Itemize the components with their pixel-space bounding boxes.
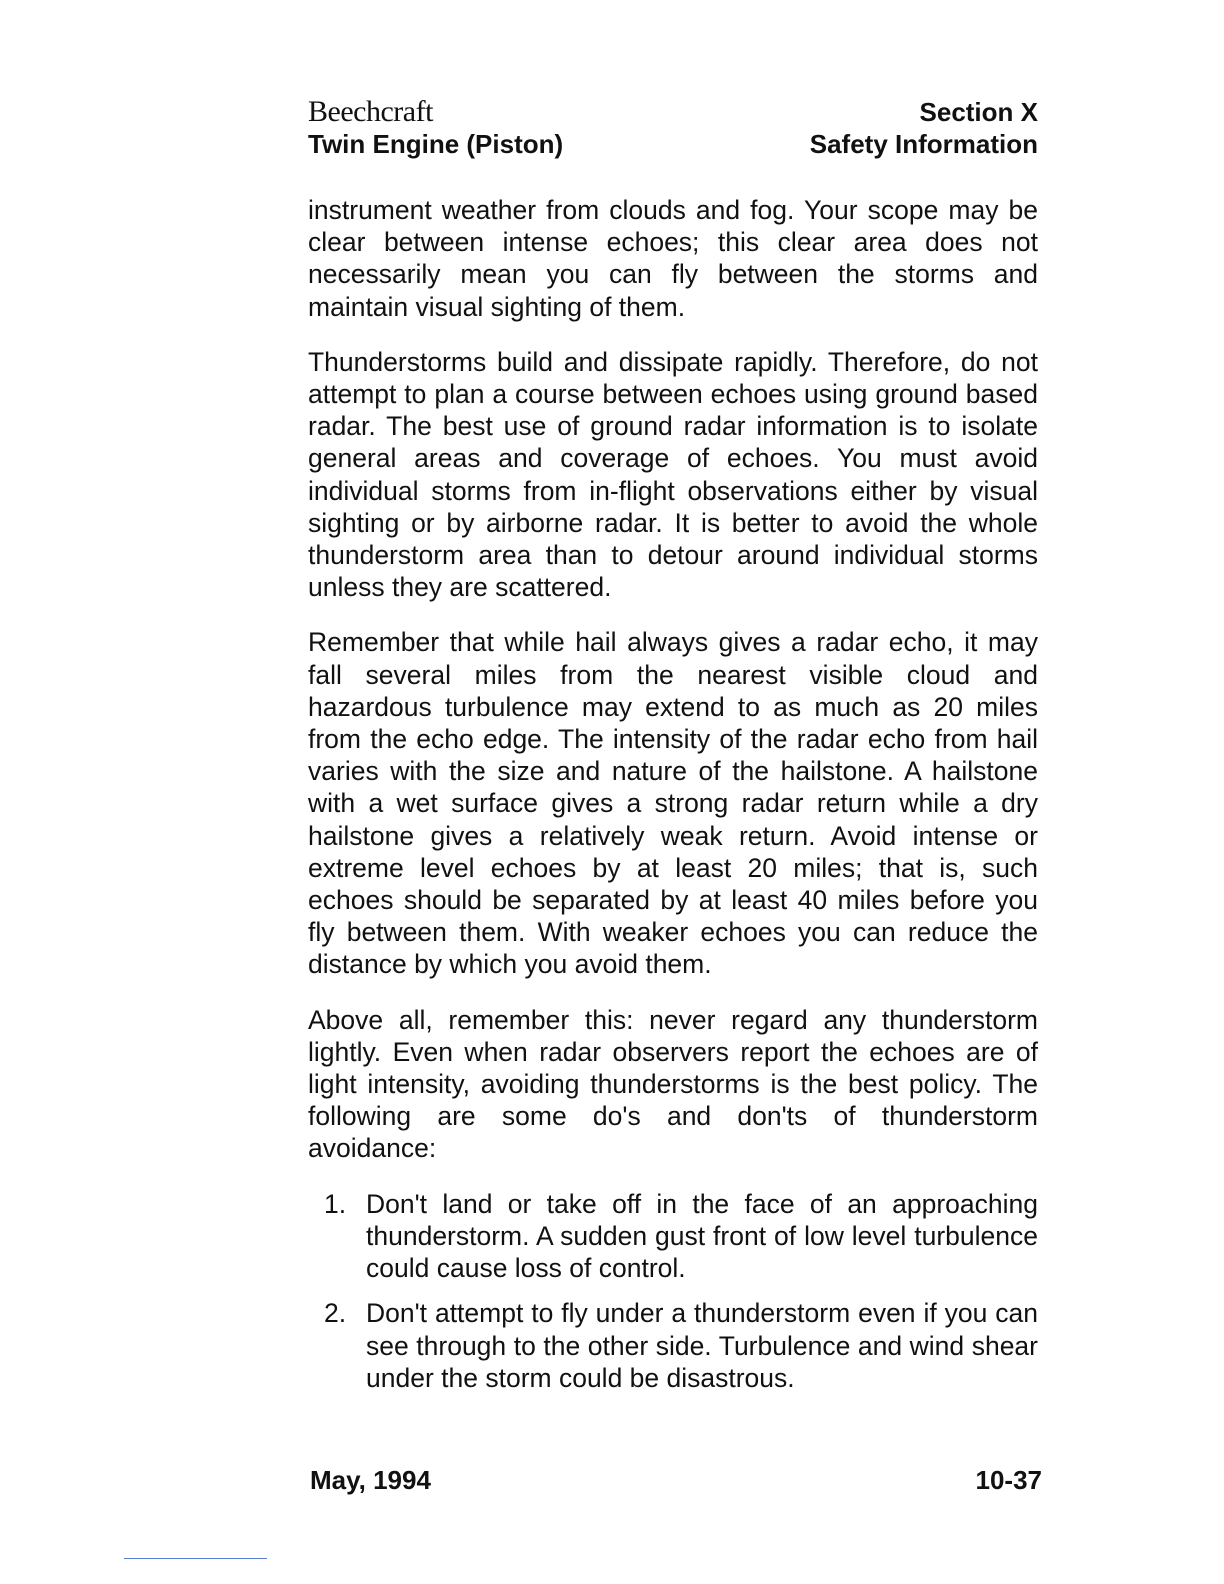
page-header — [308, 96, 1038, 166]
paragraph: Remember that while hail always gives a radar echo, it may fall several miles from the nearest visible cloud and hazardous turbulence may extend to as much as 20 miles from the echo edge. The intensity of the radar echo from hail varies with the size and nature of the hailstone. A hailstone with a wet surface gives a strong radar return while a dry hailstone gives a relatively weak return. Avoid intense or extreme level echoes by at least 20 miles; that is, such echoes should be separated by at least 40 miles before you fly between them. With weaker echoes you can reduce the distance by which you avoid them. — [308, 627, 1038, 980]
paragraph: instrument weather from clouds and fog. Your scope may be clear between intense echoes; this clear area does not necessarily mean you can fly between the storms and maintain visual sighting of them. — [308, 195, 1038, 322]
footer-divider — [124, 1558, 267, 1559]
section-label: Section X — [919, 97, 1038, 127]
brand-logo-text: Beechcraft — [308, 95, 433, 128]
list-item — [308, 1188, 1038, 1285]
list-item-number: 1. — [324, 1188, 347, 1219]
section-title: Safety Information — [809, 129, 1038, 159]
list-item — [308, 1297, 1038, 1394]
page-body — [308, 194, 1038, 1407]
list-item-text: Don't land or take off in the face of an approaching thunderstorm. A sudden gust front of low level turbulence could cause loss of control. — [366, 1188, 1038, 1284]
header-left — [308, 96, 563, 160]
list-item-text: Don't attempt to fly under a thunderstorm even if you can see through to the other side. Turbulence and wind shear under the storm could be disastrous. — [366, 1298, 1038, 1393]
page-number: 10-37 — [975, 1465, 1042, 1495]
header-right — [810, 96, 1038, 160]
manual-subtitle: Twin Engine (Piston) — [308, 129, 564, 159]
page-footer — [310, 1464, 1042, 1498]
footer-date: May, 1994 — [310, 1465, 431, 1495]
paragraph: Thunderstorms build and dissipate rapidly. Therefore, do not attempt to plan a course between echoes using ground based radar. The best use of ground radar information is to isolate general areas and coverage of echoes. You must avoid individual storms from in-flight observations either by visual sighting or by airborne radar. It is better to avoid the whole thunderstorm area than to detour around individual storms unless they are scattered. — [308, 346, 1038, 603]
paragraph: Above all, remember this: never regard any thunderstorm lightly. Even when radar observers report the echoes are of light intensity, avoiding thunderstorms is the best policy. The following are some do's and don'ts of thunderstorm avoidance: — [308, 1004, 1038, 1164]
list-item-number: 2. — [324, 1298, 347, 1329]
avoidance-list — [308, 1188, 1038, 1394]
